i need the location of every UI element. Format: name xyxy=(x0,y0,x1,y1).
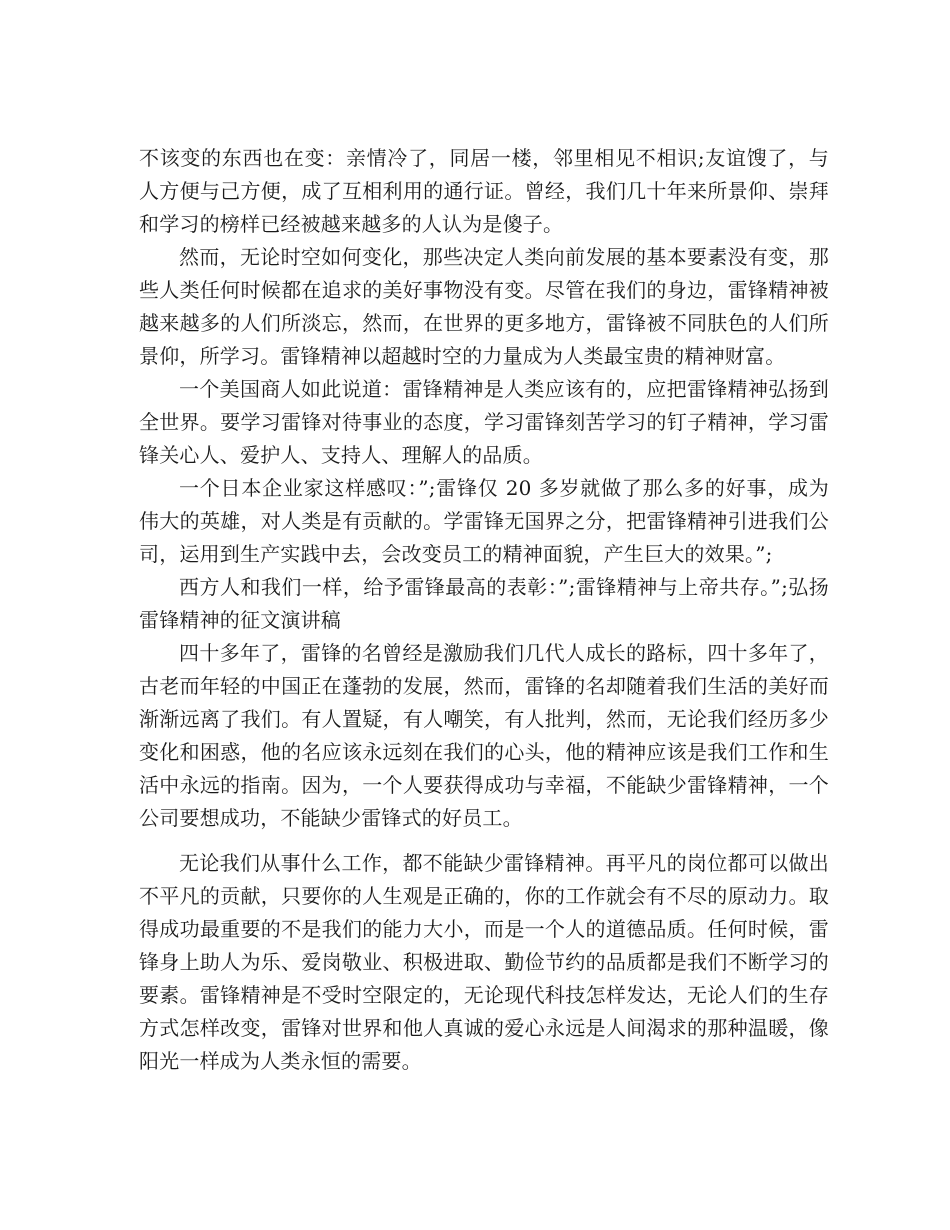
document-body xyxy=(139,142,829,1078)
paragraph-7: 无论我们从事什么工作，都不能缺少雷锋精神。再平凡的岗位都可以做出不平凡的贡献，只要你的人生观是正确的，你的工作就会有不尽的原动力。取得成功最重要的不是我们的能力大小，而是一个人的道德品质。任何时候，雷锋身上助人为乐、爱岗敬业、积极进取、勤俭节约的品质都是我们不断学习的要素。雷锋精神是不受时空限定的，无论现代科技怎样发达，无论人们的生存方式怎样改变，雷锋对世界和他人真诚的爱心永远是人间渴求的那种温暖，像阳光一样成为人类永恒的需要。 xyxy=(139,851,829,1073)
paragraph-2: 然而，无论时空如何变化，那些决定人类向前发展的基本要素没有变，那些人类任何时候都在追求的美好事物没有变。尽管在我们的身边，雷锋精神被越来越多的人们所淡忘，然而，在世界的更多地方，雷锋被不同肤色的人们所景仰，所学习。雷锋精神以超越时空的力量成为人类最宝贵的精神财富。 xyxy=(139,245,829,368)
paragraph-3: 一个美国商人如此说道：雷锋精神是人类应该有的，应把雷锋精神弘扬到全世界。要学习雷锋对待事业的态度，学习雷锋刻苦学习的钉子精神，学习雷锋关心人、爱护人、支持人、理解人的品质。 xyxy=(139,377,829,467)
paragraph-6: 四十多年了，雷锋的名曾经是激励我们几代人成长的路标，四十多年了，古老而年轻的中国正在蓬勃的发展，然而，雷锋的名却随着我们生活的美好而渐渐远离了我们。有人置疑，有人嘲笑，有人批判，然而，无论我们经历多少变化和困惑，他的名应该永远刻在我们的心头，他的精神应该是我们工作和生活中永远的指南。因为，一个人要获得成功与幸福，不能缺少雷锋精神，一个公司要想成功，不能缺少雷锋式的好员工。 xyxy=(139,641,829,830)
paragraph-1: 不该变的东西也在变：亲情冷了，同居一楼，邻里相见不相识;友谊馊了，与人方便与己方便，成了互相利用的通行证。曾经，我们几十年来所景仰、崇拜和学习的榜样已经被越来越多的人认为是傻子。 xyxy=(139,146,829,236)
paragraph-5: 西方人和我们一样，给予雷锋最高的表彰：”;雷锋精神与上帝共存。”;弘扬雷锋精神的征文演讲稿 xyxy=(139,575,829,632)
paragraph-4: 一个日本企业家这样感叹：”;雷锋仅 20 多岁就做了那么多的好事，成为伟大的英雄，对人类是有贡献的。学雷锋无国界之分，把雷锋精神引进我们公司，运用到生产实践中去，会改变员工的精神面貌，产生巨大的效果。”; xyxy=(139,476,829,566)
